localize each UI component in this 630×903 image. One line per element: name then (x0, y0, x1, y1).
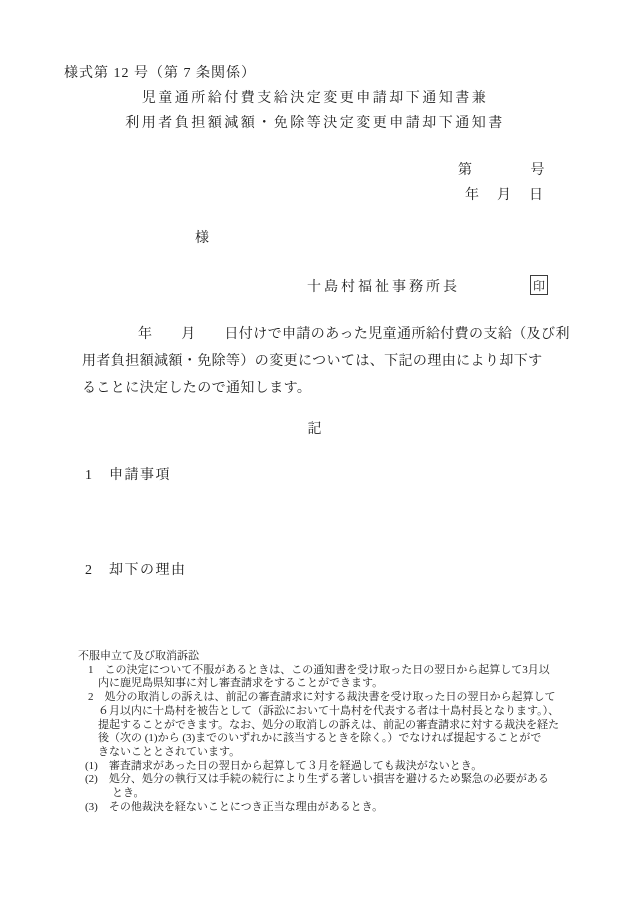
notice-line: 2 処分の取消しの訴えは、前記の審査請求に対する裁決書を受け取った日の翌日から起算して (88, 691, 556, 704)
addressee-honorific: 様 (195, 231, 209, 246)
notice-line: 提起することができます。なお、処分の取消しの訴えは、前記の審査請求に対する裁決を経た (98, 718, 560, 731)
body-paragraph (82, 321, 570, 402)
notice-line: 1 この決定について不服があるときは、この通知書を受け取った日の翌日から起算して3月以 (88, 663, 550, 676)
notice-line: ６月以内に十島村を被告として（訴訟において十島村を代表する者は十島村長となります。）、 (98, 704, 560, 717)
document-meta (458, 158, 545, 208)
seal-stamp-box (530, 275, 548, 295)
section-item-label: 却下の理由 (109, 563, 187, 578)
issuer-row (0, 274, 630, 298)
appeal-notice-heading: 不服申立て及び取消訴訟 (78, 650, 199, 662)
section-item-application (85, 464, 171, 484)
notice-line: (3) その他裁決を経ないことにつき正当な理由があるとき。 (85, 800, 384, 813)
form-number-label: 様式第 12 号（第 7 条関係） (64, 66, 256, 81)
body-line: 年 月 日付けで申請のあった児童通所給付費の支給（及び利 (138, 327, 570, 342)
issuer-title: 十島村福祉事務所長 (307, 280, 460, 295)
section-item-rejection-reason (85, 559, 187, 579)
section-item-number: 1 (85, 468, 92, 483)
section-item-number: 2 (85, 563, 92, 578)
document-title (0, 86, 630, 136)
notice-line: (2) 処分、処分の執行又は手続の続行により生ずる著しい損害を避けるため緊急の必要がある (85, 773, 549, 786)
body-line: 用者負担額減額・免除等）の変更については、下記の理由により却下す (82, 354, 543, 369)
document-date-line: 年 月 日 (465, 188, 545, 203)
document-title-line-2: 利用者負担額減額・免除等決定変更申請却下通知書 (125, 116, 505, 131)
notice-line: (1) 審査請求があった日の翌日から起算して３月を経過しても裁決がないとき。 (85, 759, 483, 772)
appeal-notice (78, 650, 578, 814)
notice-line: とき。 (112, 787, 145, 800)
seal-label: 印 (532, 278, 545, 293)
document-number-line: 第 号 (458, 163, 545, 178)
document-title-line-1: 児童通所給付費支給決定変更申請却下通知書兼 (141, 91, 489, 106)
notice-line: 後（次の (1)から (3)までのいずれかに該当するときを除く。）でなければ提起することがで (98, 732, 542, 745)
record-marker: 記 (307, 422, 323, 437)
notice-line: 内に鹿児島県知事に対し審査請求をすることができます。 (98, 677, 384, 690)
notice-line: きないこととされています。 (98, 745, 241, 758)
section-item-label: 申請事項 (109, 468, 171, 483)
body-line: ることに決定したので通知します。 (82, 381, 312, 396)
